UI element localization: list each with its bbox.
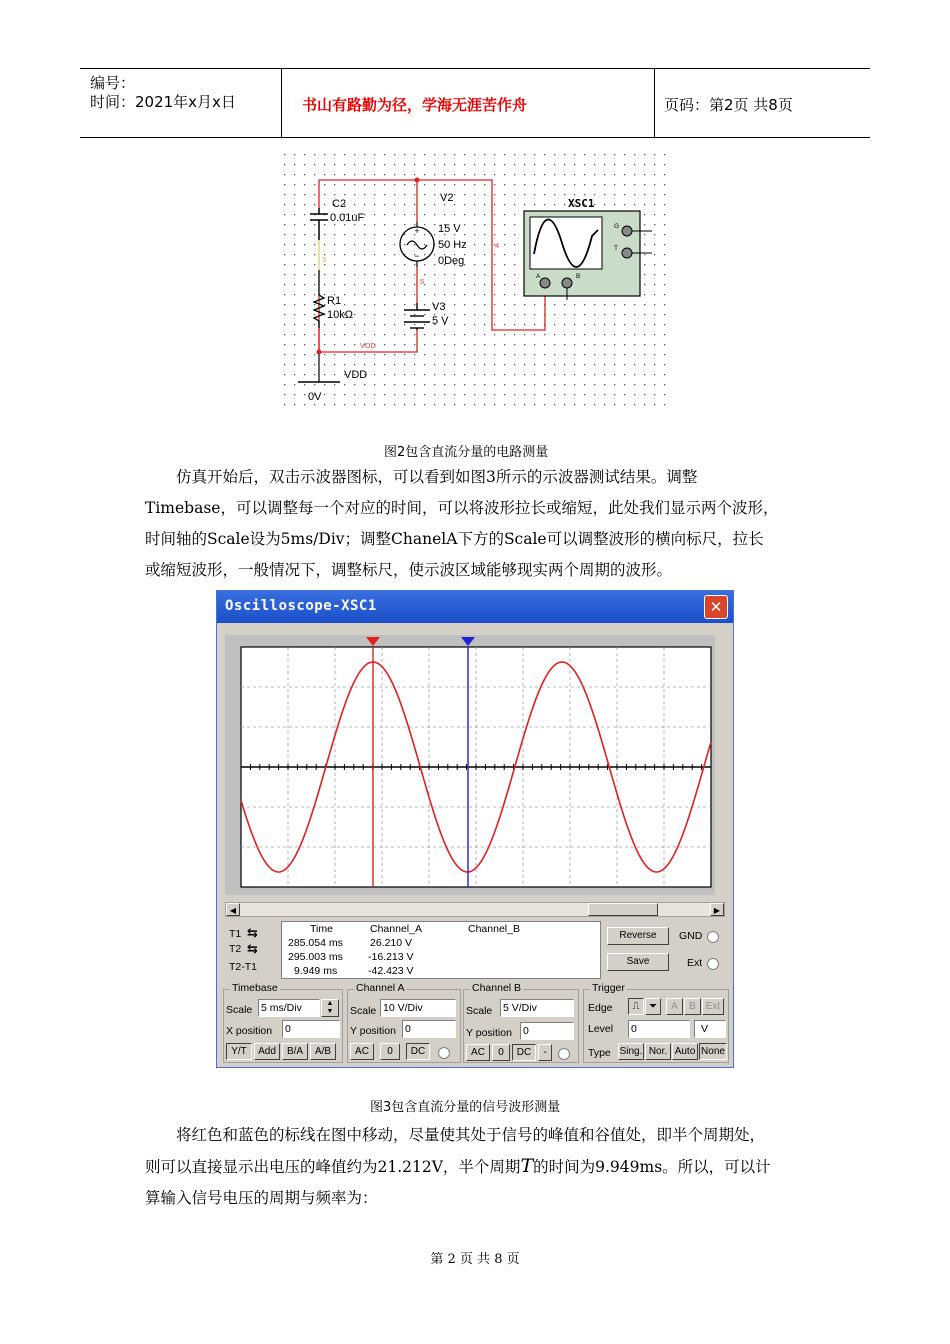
pin-a-label: A [536,273,541,280]
net-label-5: 5 [420,277,425,286]
v2-phase: 0Deg [438,255,465,267]
v2-amplitude: 15 V [438,223,461,235]
channel-b-title: Channel B [472,982,522,994]
readout-header-time: Time [310,923,333,935]
paragraph-line: 算输入信号电压的周期与频率为： [145,1189,378,1207]
trigger-source-a-button[interactable]: A [666,998,683,1015]
ground-label: 0V [308,391,322,403]
paragraph-1 [145,462,815,586]
ext-terminal-icon[interactable] [707,958,719,970]
mode-ab-button[interactable]: A/B [310,1043,336,1060]
edge-label: Edge [588,1002,613,1014]
trigger-source-b-button[interactable]: B [684,998,701,1015]
v2-frequency: 50 Hz [438,239,467,251]
figure2-caption: 图2包含直流分量的电路测量 [384,445,549,460]
t2-channel-a: -16.213 V [368,951,414,963]
channel-a-title: Channel A [356,982,405,994]
t2-arrows-icon[interactable]: ⇆ [247,942,258,957]
channel-b-invert-button[interactable]: - [538,1044,552,1061]
pin-b-label: B [576,273,581,280]
cursor-controls [221,921,281,979]
timebase-spinner-icon[interactable]: ▲ ▼ [321,999,339,1017]
channel-a-scale-label: Scale [350,1005,377,1017]
paragraph-line: 将红色和蓝色的标线在图中移动，尽量使其处于信号的峰值和谷值处，即半个周期处， [176,1126,766,1144]
timebase-group [223,982,343,1063]
circuit-diagram [280,150,670,412]
level-label: Level [588,1023,614,1035]
readout-panel [281,921,601,979]
v2-name: V2 [440,192,454,204]
pin-t-label: T [614,245,618,252]
r1-value: 10kΩ [327,309,353,321]
t2t1-label: T2-T1 [229,961,258,973]
header-page: 页码：第2页 共8页 [664,96,793,114]
level-field[interactable]: 0 [628,1020,690,1038]
type-single-button[interactable]: Sing. [618,1043,644,1060]
vdd-label: VDD [344,369,368,381]
svg-text:+: + [414,226,420,236]
channel-a-terminal-icon[interactable] [438,1047,450,1059]
t2-time: 295.003 ms [288,951,343,963]
oscilloscope-window [216,590,734,1068]
channel-a-group [347,982,461,1063]
channel-b-terminal-icon[interactable] [558,1048,570,1060]
paragraph-line [145,1151,815,1183]
paragraph-segment: 则可以直接显示出电压的峰值约为21.212V，半个周期 [145,1158,521,1176]
channel-b-scale-label: Scale [466,1005,493,1017]
t1-label: T1 [229,928,242,940]
page-footer: 第 2 页 共 8 页 [430,1252,520,1267]
channel-a-scale-field[interactable]: 10 V/Div [380,999,456,1017]
channel-b-ac-button[interactable]: AC [466,1044,490,1061]
t1-channel-a: 26.210 V [370,937,413,949]
readout-header-cha: Channel_A [370,923,422,935]
readout-header-chb: Channel_B [468,923,520,935]
title-bar[interactable] [217,591,733,623]
scroll-right-icon[interactable]: ▶ [710,903,724,916]
paragraph-line: 时间轴的Scale设为5ms/Div；调整ChanelA下方的Scale可以调整波形的横向标尺，拉长 [145,530,764,548]
channel-b-ypos-label: Y position [466,1027,512,1039]
gnd-terminal-icon[interactable] [707,931,719,943]
header-number: 编号： [90,74,136,92]
trigger-source-ext-button[interactable]: Ext [702,998,724,1015]
paragraph-line: 仿真开始后，双击示波器图标，可以看到如图3所示的示波器测试结果。调整 [176,468,698,486]
window-title: Oscilloscope-XSC1 [225,598,377,614]
header-divider [654,69,655,137]
level-unit-select[interactable]: V [694,1020,726,1038]
t1-time: 285.054 ms [288,937,343,949]
trigger-title: Trigger [592,982,625,994]
c2-name: C2 [332,198,347,210]
paragraph-line: 或缩短波形，一般情况下，调整标尺，使示波区域能够现实两个周期的波形。 [145,561,673,579]
t2-label: T2 [229,943,242,955]
c2-value: 0.01uF [330,212,365,224]
r1-name: R1 [327,295,342,307]
channel-b-ypos-field[interactable]: 0 [520,1022,574,1040]
document-header [80,68,870,138]
header-date: 时间：2021年x月x日 [90,93,236,111]
t2t1-time: 9.949 ms [294,965,338,977]
header-motto: 书山有路勤为径，学海无涯苦作舟 [302,96,528,114]
ext-label: Ext [687,957,703,969]
t1-arrows-icon[interactable]: ⇆ [247,926,258,941]
reverse-button[interactable]: Reverse [607,927,669,945]
scope-name: XSC1 [568,197,595,210]
gnd-label: GND [679,930,703,942]
timebase-scale-label: Scale [226,1004,253,1016]
v3-value: 5 V [432,315,449,327]
timebase-title: Timebase [232,982,278,994]
x-position-label: X position [226,1025,273,1037]
type-normal-button[interactable]: Nor. [645,1043,671,1060]
horizontal-scrollbar[interactable] [225,902,725,917]
mode-yt-button[interactable]: Y/T [226,1043,252,1060]
paragraph-segment: 的时间为9.949ms。所以，可以计 [533,1158,771,1176]
figure3-caption: 图3包含直流分量的信号波形测量 [370,1100,561,1115]
scroll-left-icon[interactable]: ◀ [226,903,240,916]
svg-text:−: − [414,251,420,261]
period-symbol: T [520,1155,534,1177]
scroll-thumb[interactable] [588,903,658,916]
channel-a-ypos-label: Y position [350,1025,396,1037]
channel-b-scale-field[interactable]: 5 V/Div [500,999,574,1017]
channel-a-ac-button[interactable]: AC [350,1043,374,1060]
trigger-group [583,982,729,1063]
paragraph-line: Timebase，可以调整每一个对应的时间，可以将波形拉长或缩短，此处我们显示两个波形， [145,499,779,517]
channel-b-zero-button[interactable]: 0 [492,1044,510,1061]
channel-b-group [463,982,579,1063]
channel-a-dc-button[interactable]: DC [406,1043,430,1060]
junction [415,178,420,183]
channel-a-zero-button[interactable]: 0 [380,1043,400,1060]
oscilloscope-icon[interactable] [524,211,652,300]
paragraph-2 [145,1120,815,1214]
type-auto-button[interactable]: Auto [672,1043,698,1060]
net-label-vdd: VDD [360,341,376,350]
type-label: Type [588,1047,611,1059]
net-label-3: 3 [322,255,327,264]
mode-add-button[interactable]: Add [254,1043,280,1060]
channel-a-ypos-field[interactable]: 0 [402,1020,456,1038]
timebase-scale-field[interactable]: 5 ms/Div [258,999,320,1017]
close-button[interactable]: ✕ [704,595,728,619]
falling-edge-icon[interactable]: ⏷ [645,998,661,1015]
x-position-field[interactable]: 0 [282,1020,340,1038]
header-divider [281,69,282,137]
t2t1-channel-a: -42.423 V [368,965,414,977]
scope-screen [225,635,715,895]
type-none-button[interactable]: None [699,1043,727,1060]
pin-g-label: G [614,223,620,230]
v3-name: V3 [432,301,446,313]
mode-ba-button[interactable]: B/A [282,1043,308,1060]
net-label-4: 4 [495,241,500,250]
channel-b-dc-button[interactable]: DC [512,1044,536,1061]
rising-edge-icon[interactable]: ⎍ [628,998,644,1015]
save-button[interactable]: Save [607,953,669,971]
